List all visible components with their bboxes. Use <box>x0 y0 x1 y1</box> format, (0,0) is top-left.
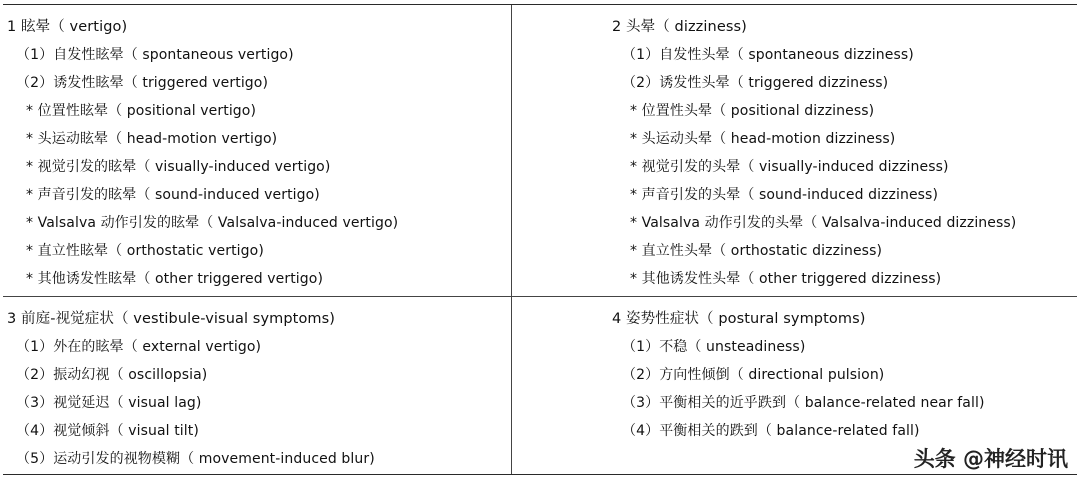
section-vestibulo-visual <box>3 297 512 474</box>
section-heading: 4 姿势性症状（ postural symptoms) <box>612 311 866 327</box>
list-item: * 视觉引发的眩晕（ visually-induced vertigo) <box>26 159 331 175</box>
list-item: * 声音引发的眩晕（ sound-induced vertigo) <box>26 187 320 203</box>
list-item: * 其他诱发性头晕（ other triggered dizziness) <box>630 271 942 287</box>
list-item: * 头运动眩晕（ head-motion vertigo) <box>26 131 278 147</box>
watermark: 头条 @神经时讯 <box>913 447 1068 471</box>
list-item: * 头运动头晕（ head-motion dizziness) <box>630 131 896 147</box>
list-item: （4）平衡相关的跌到（ balance-related fall) <box>622 423 920 439</box>
list-item: （1）自发性头晕（ spontaneous dizziness) <box>622 47 914 63</box>
list-item: * 声音引发的头晕（ sound-induced dizziness) <box>630 187 939 203</box>
section-vertigo <box>3 5 512 297</box>
list-item: （3）平衡相关的近乎跌到（ balance-related near fall) <box>622 395 985 411</box>
list-item: * 其他诱发性眩晕（ other triggered vertigo) <box>26 271 324 287</box>
list-item: * 直立性眩晕（ orthostatic vertigo) <box>26 243 264 259</box>
list-item: （1）自发性眩晕（ spontaneous vertigo) <box>16 47 294 63</box>
list-item: * Valsalva 动作引发的头晕（ Valsalva-induced dizziness) <box>630 215 1017 231</box>
list-item: （5）运动引发的视物模糊（ movement-induced blur) <box>16 451 375 467</box>
section-heading: 2 头晕（ dizziness) <box>612 19 747 35</box>
list-item: （2）诱发性眩晕（ triggered vertigo) <box>16 75 269 91</box>
list-item: * Valsalva 动作引发的眩晕（ Valsalva-induced vertigo) <box>26 215 399 231</box>
list-item: * 直立性头晕（ orthostatic dizziness) <box>630 243 883 259</box>
list-item: （1）不稳（ unsteadiness) <box>622 339 806 355</box>
list-item: （2）诱发性头晕（ triggered dizziness) <box>622 75 889 91</box>
list-item: （2）方向性倾倒（ directional pulsion) <box>622 367 885 383</box>
list-item: * 视觉引发的头晕（ visually-induced dizziness) <box>630 159 949 175</box>
section-heading: 1 眩晕（ vertigo) <box>7 19 128 35</box>
list-item: * 位置性眩晕（ positional vertigo) <box>26 103 257 119</box>
symptom-table <box>3 4 1077 475</box>
section-dizziness <box>512 5 1077 297</box>
list-item: （1）外在的眩晕（ external vertigo) <box>16 339 262 355</box>
list-item: （3）视觉延迟（ visual lag) <box>16 395 202 411</box>
section-heading: 3 前庭-视觉症状（ vestibule-visual symptoms) <box>7 311 336 327</box>
list-item: （4）视觉倾斜（ visual tilt) <box>16 423 199 439</box>
list-item: （2）振动幻视（ oscillopsia) <box>16 367 208 383</box>
list-item: * 位置性头晕（ positional dizziness) <box>630 103 875 119</box>
